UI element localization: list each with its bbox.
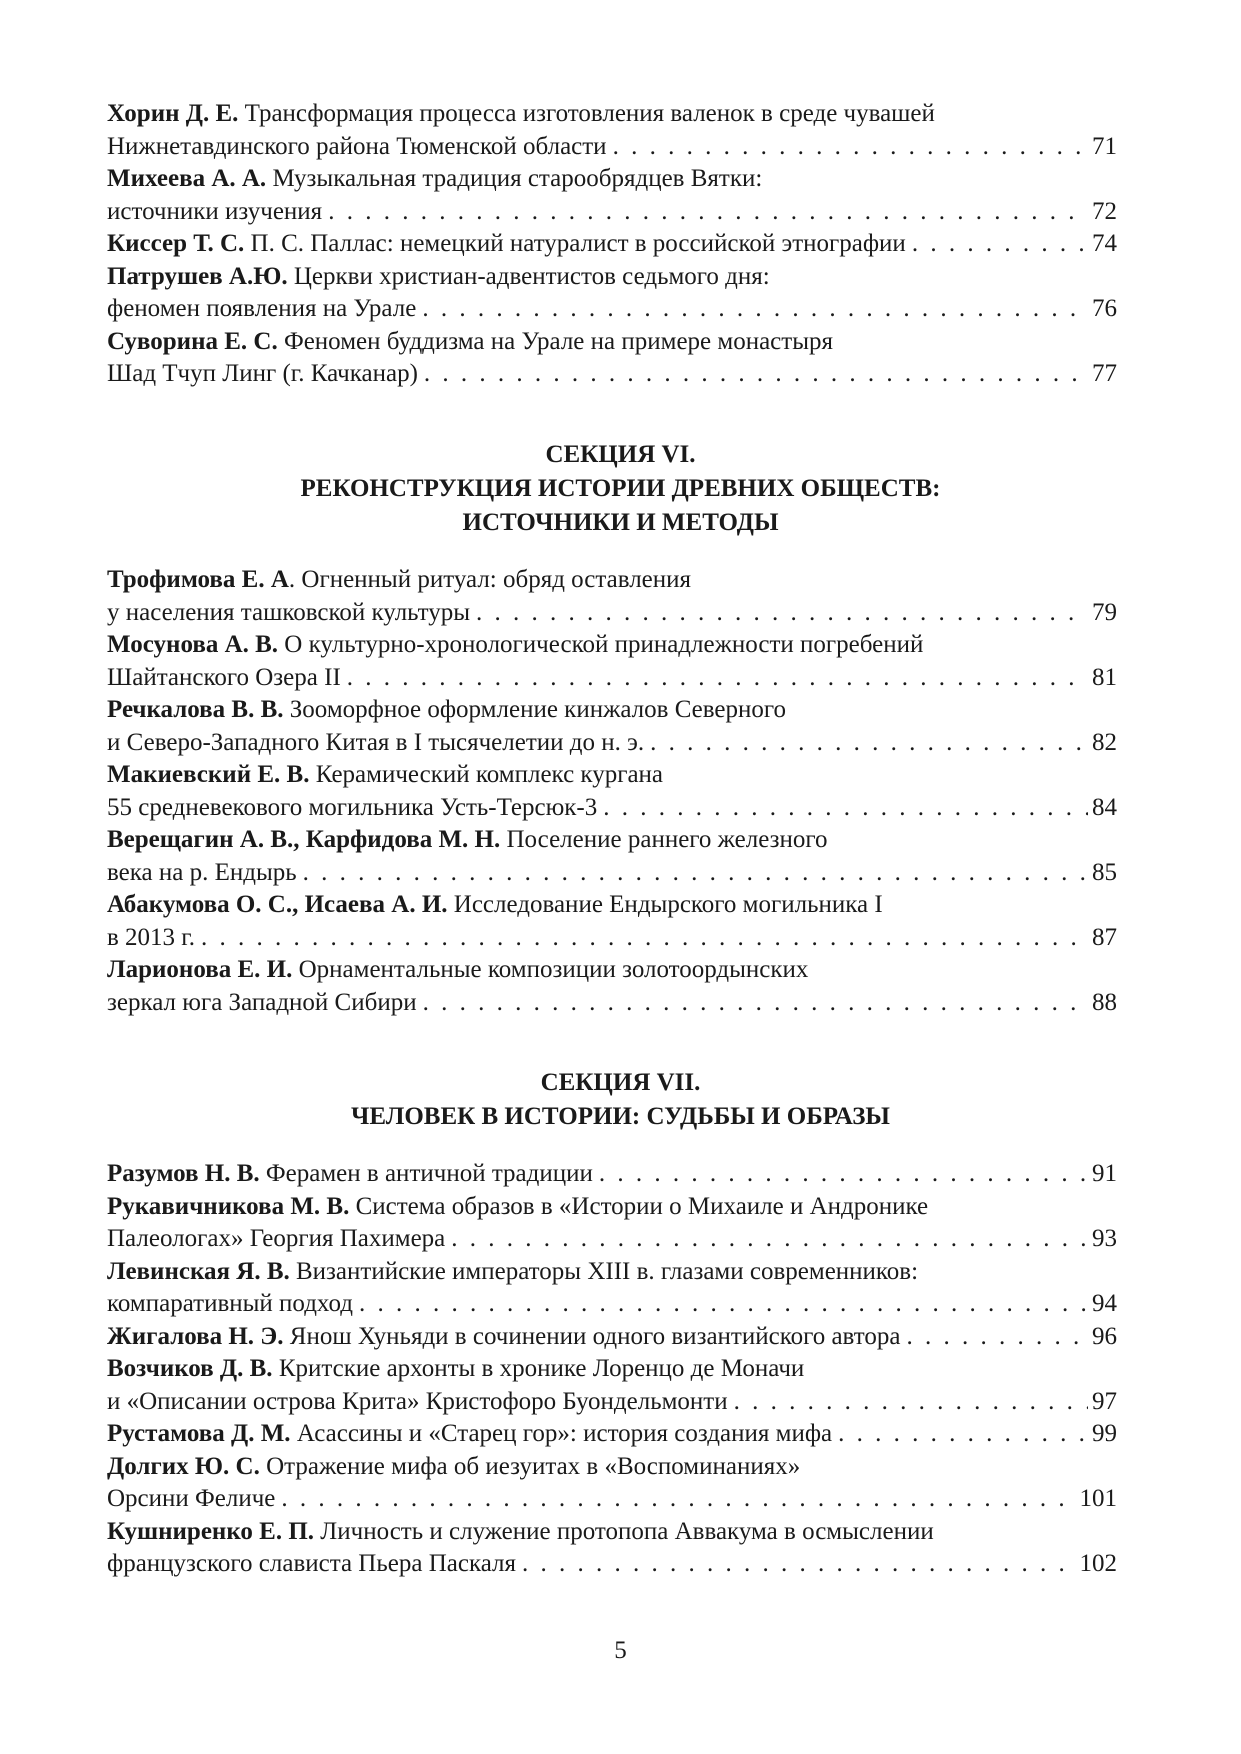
dot-leader xyxy=(423,987,1088,1020)
toc-title-continued: зеркал юга Западной Сибири xyxy=(107,988,417,1016)
section-number: СЕКЦИЯ VII. xyxy=(540,1069,701,1096)
toc-page-number: 101 xyxy=(1079,1485,1117,1512)
toc-author: Хорин Д. Е. xyxy=(107,100,239,127)
dot-leader xyxy=(613,131,1088,164)
toc-entry xyxy=(107,759,1117,824)
toc-entry-line xyxy=(107,1451,1117,1484)
toc-entry-line xyxy=(107,326,1117,359)
dot-leader xyxy=(522,1548,1075,1581)
dot-leader xyxy=(838,1418,1088,1451)
dot-leader xyxy=(599,1158,1088,1191)
section-heading xyxy=(0,438,1241,540)
toc-author: Разумов Н. В. xyxy=(107,1160,260,1187)
toc-entry xyxy=(107,1516,1117,1581)
toc-entry xyxy=(107,1353,1117,1418)
toc-title-continued: 55 средневекового могильника Усть-Терсюк-3 xyxy=(107,793,598,821)
toc-entry-line xyxy=(107,1418,1117,1451)
toc-title: Исследование Ендырского могильника I xyxy=(453,891,883,918)
toc-entry-line xyxy=(107,954,1117,987)
toc-title: Зооморфное оформление кинжалов Северного xyxy=(289,696,787,723)
toc-entry-line xyxy=(107,662,1117,695)
toc-entry-line xyxy=(107,1191,1117,1224)
toc-entry-line xyxy=(107,293,1117,326)
toc-page-number: 81 xyxy=(1092,663,1117,691)
dot-leader xyxy=(359,1288,1088,1321)
toc-author: Патрушев А.Ю. xyxy=(107,262,288,290)
toc-title-continued: источники изучения xyxy=(107,197,323,225)
toc-title: Поселение раннего железного xyxy=(506,826,828,853)
toc-page-number: 85 xyxy=(1092,858,1117,886)
section-title-continued: ИСТОЧНИКИ И МЕТОДЫ xyxy=(462,509,779,536)
toc-author: Долгих Ю. С. xyxy=(107,1452,260,1480)
dot-leader xyxy=(422,293,1088,326)
toc-title-continued: французского слависта Пьера Паскаля xyxy=(107,1550,517,1577)
toc-page-number: 88 xyxy=(1092,988,1117,1016)
dot-leader xyxy=(734,1386,1088,1419)
toc-author: Ларионова Е. И. xyxy=(107,956,293,983)
dot-leader xyxy=(650,727,1088,760)
toc-entry xyxy=(107,1256,1117,1321)
toc-title: О культурно-хронологической принадлежности погребений xyxy=(284,631,924,658)
toc-entry-line xyxy=(107,987,1117,1020)
toc-page-number: 97 xyxy=(1092,1387,1117,1415)
dot-leader xyxy=(328,196,1088,229)
toc-entry-line xyxy=(107,1158,1117,1191)
dot-leader xyxy=(603,792,1088,825)
toc-entry-line xyxy=(107,694,1117,727)
toc-author: Рукавичникова М. В. xyxy=(107,1192,350,1220)
toc-entry-line xyxy=(107,98,1117,131)
toc-author: Левинская Я. В. xyxy=(107,1257,290,1285)
toc-author: Макиевский Е. В. xyxy=(107,761,310,788)
toc-entry-line xyxy=(107,196,1117,229)
toc-entry-line xyxy=(107,1386,1117,1419)
toc-title: Ферамен в античной традиции xyxy=(265,1160,593,1187)
toc-title-continued: Шад Тчуп Линг (г. Качканар) xyxy=(107,360,418,387)
toc-entry xyxy=(107,564,1117,629)
toc-entry-line xyxy=(107,1353,1117,1386)
section-title: РЕКОНСТРУКЦИЯ ИСТОРИИ ДРЕВНИХ ОБЩЕСТВ: xyxy=(300,475,941,502)
toc-title: . Огненный ритуал: обряд оставления xyxy=(288,566,692,593)
toc-entry-line xyxy=(107,261,1117,294)
toc-title-continued: Нижнетавдинского района Тюменской области xyxy=(107,132,607,160)
dot-leader xyxy=(476,597,1088,630)
toc-entry xyxy=(107,889,1117,954)
toc-entry xyxy=(107,1321,1117,1354)
toc-title: Система образов в «Истории о Михаиле и Андронике xyxy=(355,1192,929,1220)
toc-entry xyxy=(107,824,1117,889)
dot-leader xyxy=(347,662,1088,695)
toc-title: Музыкальная традиция старообрядцев Вятки: xyxy=(272,165,763,192)
toc-title-continued: Орсини Феличе xyxy=(107,1485,276,1512)
toc-entry xyxy=(107,163,1117,228)
toc-title: П. С. Паллас: немецкий натуралист в российской этнографии xyxy=(250,230,906,257)
toc-title-continued: феномен появления на Урале xyxy=(107,295,417,322)
toc-entry xyxy=(107,1451,1117,1516)
toc-entry-line xyxy=(107,824,1117,857)
dot-leader xyxy=(201,922,1088,955)
toc-title: Критские архонты в хронике Лоренцо де Моначи xyxy=(278,1355,805,1382)
section-heading xyxy=(0,1066,1241,1134)
toc-page-number: 99 xyxy=(1092,1420,1117,1447)
toc-entry xyxy=(107,228,1117,261)
toc-author: Речкалова В. В. xyxy=(107,696,284,723)
toc-page-number: 87 xyxy=(1092,923,1117,951)
toc-title: Феномен буддизма на Урале на примере монастыря xyxy=(283,327,834,355)
toc-entry xyxy=(107,1158,1117,1191)
toc-page-number: 82 xyxy=(1092,728,1117,756)
dot-leader xyxy=(906,1321,1088,1354)
toc-title-continued: и «Описании острова Крита» Кристофоро Буондельмонти xyxy=(107,1387,728,1415)
toc-author: Кушниренко Е. П. xyxy=(107,1517,315,1545)
toc-title-continued: Шайтанского Озера II xyxy=(107,663,341,691)
toc-title-continued: у населения ташковской культуры xyxy=(107,598,471,626)
toc-entry-line xyxy=(107,629,1117,662)
toc-entry-line xyxy=(107,163,1117,196)
toc-entry-line xyxy=(107,759,1117,792)
toc-author: Жигалова Н. Э. xyxy=(107,1322,284,1350)
toc-author: Рустамова Д. М. xyxy=(107,1420,291,1447)
toc-block-section-7 xyxy=(107,1158,1117,1581)
toc-entry-line xyxy=(107,792,1117,825)
dot-leader xyxy=(451,1223,1088,1256)
toc-entry xyxy=(107,1418,1117,1451)
toc-entry-line xyxy=(107,228,1117,261)
toc-entry-line xyxy=(107,1256,1117,1289)
toc-page-number: 91 xyxy=(1092,1160,1117,1187)
toc-entry-line xyxy=(107,564,1117,597)
toc-title-continued: и Северо-Западного Китая в I тысячелетии до н. э. xyxy=(107,728,645,756)
toc-entry-line xyxy=(107,1321,1117,1354)
toc-entry-line xyxy=(107,922,1117,955)
toc-page-number: 77 xyxy=(1092,360,1117,387)
toc-author: Абакумова О. С., Исаева А. И. xyxy=(107,891,448,918)
toc-entry-line xyxy=(107,1516,1117,1549)
toc-entry-line xyxy=(107,1223,1117,1256)
toc-author: Верещагин А. В., Карфидова М. Н. xyxy=(107,826,501,853)
dot-leader xyxy=(281,1483,1075,1516)
section-number: СЕКЦИЯ VI. xyxy=(545,441,696,468)
toc-title: Отражение мифа об иезуитах в «Воспоминаниях» xyxy=(266,1452,801,1480)
toc-title-continued: в 2013 г. xyxy=(107,923,195,951)
toc-block-top xyxy=(107,98,1117,391)
toc-page-number: 74 xyxy=(1092,230,1117,257)
toc-title: Орнаментальные композиции золотоордынских xyxy=(298,956,809,983)
toc-page-number: 84 xyxy=(1092,793,1117,821)
dot-leader xyxy=(303,857,1088,890)
toc-page-number: 71 xyxy=(1092,132,1117,160)
toc-entry-line xyxy=(107,131,1117,164)
toc-entry-line xyxy=(107,1548,1117,1581)
toc-title: Трансформация процесса изготовления валенок в среде чувашей xyxy=(244,100,935,127)
toc-entry-line xyxy=(107,1288,1117,1321)
toc-page-number: 94 xyxy=(1092,1290,1117,1317)
dot-leader xyxy=(912,228,1088,261)
toc-page-number: 72 xyxy=(1092,197,1117,225)
toc-author: Михеева А. А. xyxy=(107,165,267,192)
toc-entry-line xyxy=(107,857,1117,890)
toc-page-number: 93 xyxy=(1092,1225,1117,1252)
toc-block-section-6 xyxy=(107,564,1117,1019)
toc-entry xyxy=(107,326,1117,391)
toc-entry-line xyxy=(107,358,1117,391)
toc-author: Возчиков Д. В. xyxy=(107,1355,273,1382)
toc-page-number: 76 xyxy=(1092,295,1117,322)
toc-author: Киссер Т. С. xyxy=(107,230,245,257)
section-title: ЧЕЛОВЕК В ИСТОРИИ: СУДЬБЫ И ОБРАЗЫ xyxy=(351,1103,890,1130)
toc-title: Византийские императоры XIII в. глазами современников: xyxy=(296,1257,919,1285)
toc-author: Суворина Е. С. xyxy=(107,327,278,355)
toc-title: Церкви христиан-адвентистов седьмого дня: xyxy=(293,262,770,290)
toc-title: Янош Хуньяди в сочинении одного византийского автора xyxy=(289,1322,901,1350)
toc-title: Керамический комплекс кургана xyxy=(309,761,664,788)
toc-title: Личность и служение протопопа Аввакума в осмыслении xyxy=(320,1517,934,1545)
toc-entry xyxy=(107,629,1117,694)
toc-page-number: 79 xyxy=(1092,598,1117,626)
toc-title-continued: века на р. Ендырь xyxy=(107,858,297,886)
dot-leader xyxy=(424,358,1088,391)
toc-entry xyxy=(107,261,1117,326)
toc-page-number: 96 xyxy=(1092,1322,1117,1350)
toc-entry xyxy=(107,954,1117,1019)
toc-title-continued: компаративный подход xyxy=(107,1290,353,1317)
toc-entry xyxy=(107,98,1117,163)
toc-title: Асассины и «Старец гор»: история создания мифа xyxy=(296,1420,833,1447)
toc-entry-line xyxy=(107,889,1117,922)
toc-page-number: 102 xyxy=(1079,1550,1117,1577)
toc-entry-line xyxy=(107,597,1117,630)
page-number-folio: 5 xyxy=(614,1637,627,1664)
toc-entry-line xyxy=(107,727,1117,760)
toc-entry xyxy=(107,694,1117,759)
toc-author: Мосунова А. В. xyxy=(107,631,279,658)
toc-entry-line xyxy=(107,1483,1117,1516)
toc-author: Трофимова Е. А xyxy=(107,566,289,593)
toc-entry xyxy=(107,1191,1117,1256)
toc-title-continued: Палеологах» Георгия Пахимера xyxy=(107,1225,446,1252)
